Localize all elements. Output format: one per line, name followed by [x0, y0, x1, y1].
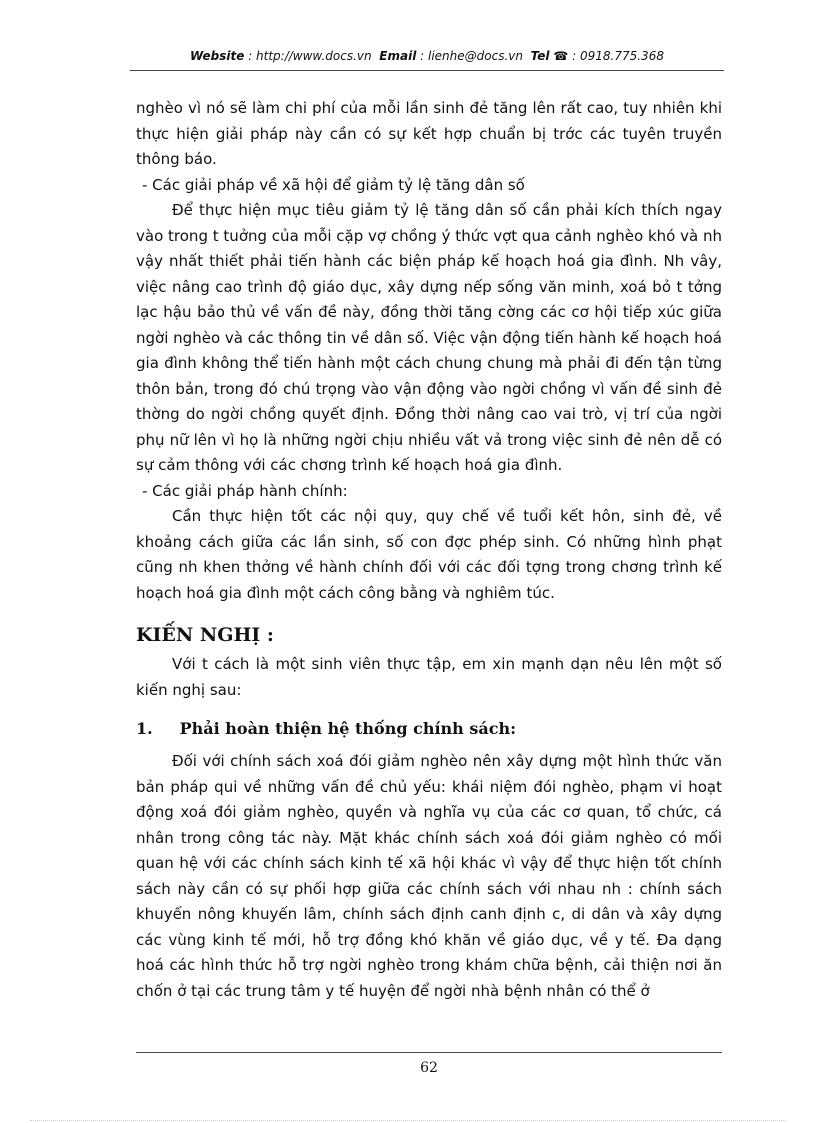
paragraph-2: Để thực hiện mục tiêu giảm tỷ lệ tăng dân số cần phải kích thích ngay vào trong t tuởng của mỗi cặp vợ chồng ý thức vợt qua cảnh nghèo khó và nh vậy nhất thiết phải tiến hành các biện pháp kế hoạch hoá gia đình. Nh vây, việc nâng cao trình độ giáo dục, xây dựng nếp sống văn minh, xoá bỏ t tởng lạc hậu bảo thủ về vấn đề này, đồng thời tăng cờng các cơ hội tiếp xúc giữa ngời nghèo và các thông tin về dân số. Việc vận động tiến hành kế hoạch hoá gia đình không thể tiến hành một cách chung chung mà phải đi đến tận từng thôn bản, trong đó chú trọng vào vận động vào ngời chồng vì vấn đề sinh đẻ thờng do ngời chồng quyết định. Đồng thời nâng cao vai trò, vị trí của ngời phụ nữ lên vì họ là những ngời chịu nhiều vất vả trong việc sinh đẻ nên dễ có sự cảm thông với các chơng trình kế hoạch hoá gia đình.	[136, 201, 722, 474]
website-value: : http://www.docs.vn	[248, 49, 372, 63]
email-value: : lienhe@docs.vn	[420, 49, 523, 63]
section-number: 1.	[136, 719, 153, 738]
email-label: Email	[379, 49, 417, 63]
section-heading-1	[136, 717, 722, 741]
page-bottom-border	[30, 1120, 786, 1121]
tel-value: : 0918.775.368	[572, 49, 664, 63]
document-body	[136, 96, 722, 1004]
paragraph-4: Với t cách là một sinh viên thực tập, em xin mạnh dạn nêu lên một số kiến nghị sau:	[136, 655, 722, 699]
phone-icon: ☎	[553, 49, 569, 63]
section-title: Phải hoàn thiện hệ thống chính sách:	[179, 719, 517, 738]
page-number: 62	[420, 1060, 438, 1076]
bullet-administrative-solutions: - Các giải pháp hành chính:	[142, 481, 348, 500]
footer-divider	[136, 1052, 722, 1053]
paragraph-1: nghèo vì nó sẽ làm chi phí của mỗi lần sinh đẻ tăng lên rất cao, tuy nhiên khi thực hiện giải pháp này cần có sự kết hợp chuẩn bị trớc các tuyên truyền thông báo.	[136, 99, 722, 168]
website-label: Website	[190, 49, 245, 63]
paragraph-3: Cần thực hiện tốt các nội quy, quy chế về tuổi kết hôn, sinh đẻ, về khoảng cách giữa các lần sinh, số con đợc phép sinh. Có những hình phạt cũng nh khen thởng về hành chính đối với các đối tợng trong chơng trình kế hoạch hoá gia đình một cách công bằng và nghiêm túc.	[136, 507, 722, 602]
page-header	[130, 46, 724, 66]
header-divider	[130, 70, 724, 71]
tel-label: Tel	[530, 49, 550, 63]
paragraph-5: Đối với chính sách xoá đói giảm nghèo nên xây dựng một hình thức văn bản pháp qui về những vấn đề chủ yếu: khái niệm đói nghèo, phạm vi hoạt động xoá đói giảm nghèo, quyền và nghĩa vụ của các cơ quan, tổ chức, cá nhân trong công tác này. Mặt khác chính sách xoá đói giảm nghèo có mối quan hệ với các chính sách kinh tế xã hội khác vì vậy để thực hiện tốt chính sách này cần có sự phối hợp giữa các chính sách với nhau nh : chính sách khuyến nông khuyến lâm, chính sách định canh định c, di dân và xây dựng các vùng kinh tế mới, hỗ trợ đồng khó khăn về giáo dục, về y tế. Đa dạng hoá các hình thức hỗ trợ ngời nghèo trong khám chữa bệnh, cải thiện nơi ăn chốn ở tại các trung tâm y tế huyện để ngời nhà bệnh nhân có thể ở	[136, 752, 722, 1000]
recommendations-heading: KIẾN NGHỊ :	[136, 624, 274, 646]
bullet-social-solutions: - Các giải pháp về xã hội để giảm tỷ lệ tăng dân số	[142, 175, 525, 194]
